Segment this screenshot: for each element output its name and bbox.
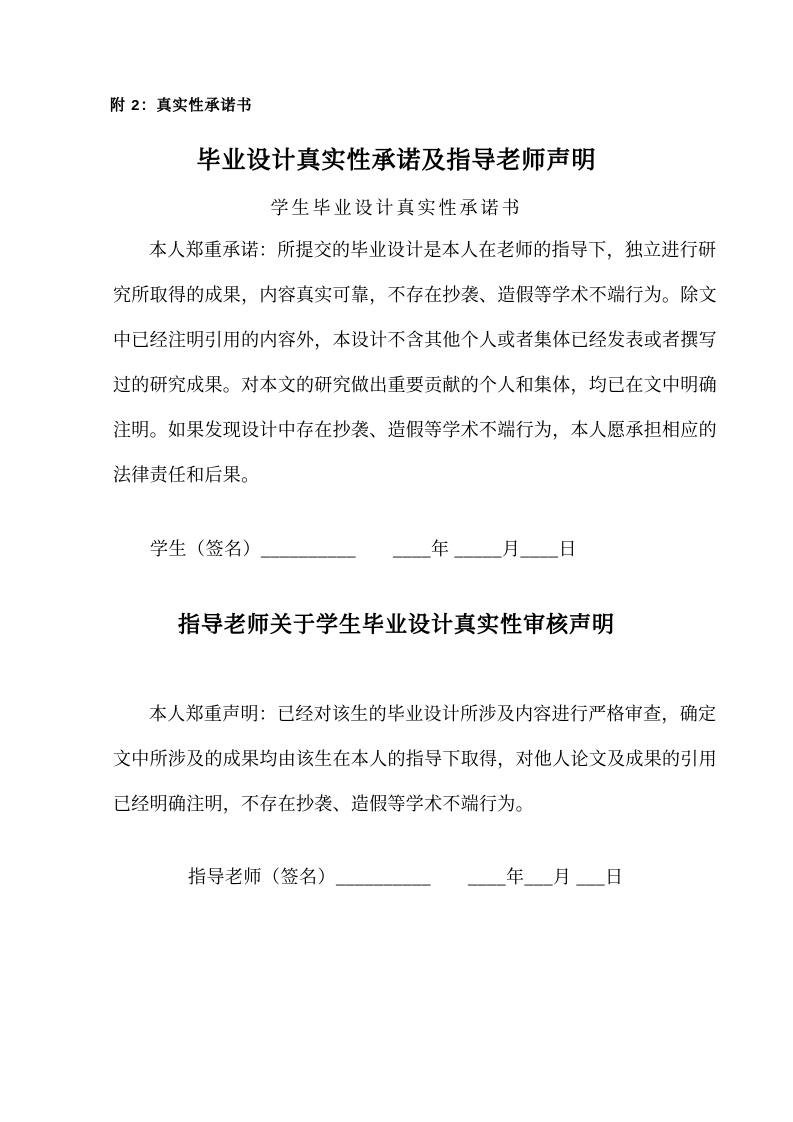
student-signature-line: 学生（签名）__________ ____年 _____月____日	[150, 539, 577, 559]
paragraph-line: 本人郑重声明：已经对该生的毕业设计所涉及内容进行严格审查，确定	[149, 704, 717, 724]
student-commitment-paragraph	[113, 228, 717, 498]
paragraph-line: 中已经注明引用的内容外，本设计不含其他个人或者集体已经发表或者撰写	[113, 330, 717, 350]
advisor-review-heading: 指导老师关于学生毕业设计真实性审核声明	[177, 612, 615, 637]
paragraph-line: 已经明确注明，不存在抄袭、造假等学术不端行为。	[113, 794, 534, 814]
student-commitment-subtitle: 学生毕业设计真实性承诺书	[270, 198, 523, 218]
advisor-declaration-paragraph	[113, 692, 717, 827]
paragraph-line: 法律责任和后果。	[113, 465, 260, 485]
paragraph-line: 本人郑重承诺：所提交的毕业设计是本人在老师的指导下，独立进行研	[149, 240, 717, 260]
attachment-label: 附 2：真实性承诺书	[110, 97, 253, 114]
paragraph-line: 注明。如果发现设计中存在抄袭、造假等学术不端行为，本人愿承担相应的	[113, 420, 717, 440]
paragraph-line: 究所取得的成果，内容真实可靠，不存在抄袭、造假等学术不端行为。除文	[113, 285, 717, 305]
paragraph-line: 过的研究成果。对本文的研究做出重要贡献的个人和集体，均已在文中明确	[113, 375, 717, 395]
main-title: 毕业设计真实性承诺及指导老师声明	[196, 147, 597, 174]
paragraph-line: 文中所涉及的成果均由该生在本人的指导下取得，对他人论文及成果的引用	[113, 749, 717, 769]
advisor-signature-line: 指导老师（签名）__________ ____年___月 ___日	[188, 867, 624, 887]
